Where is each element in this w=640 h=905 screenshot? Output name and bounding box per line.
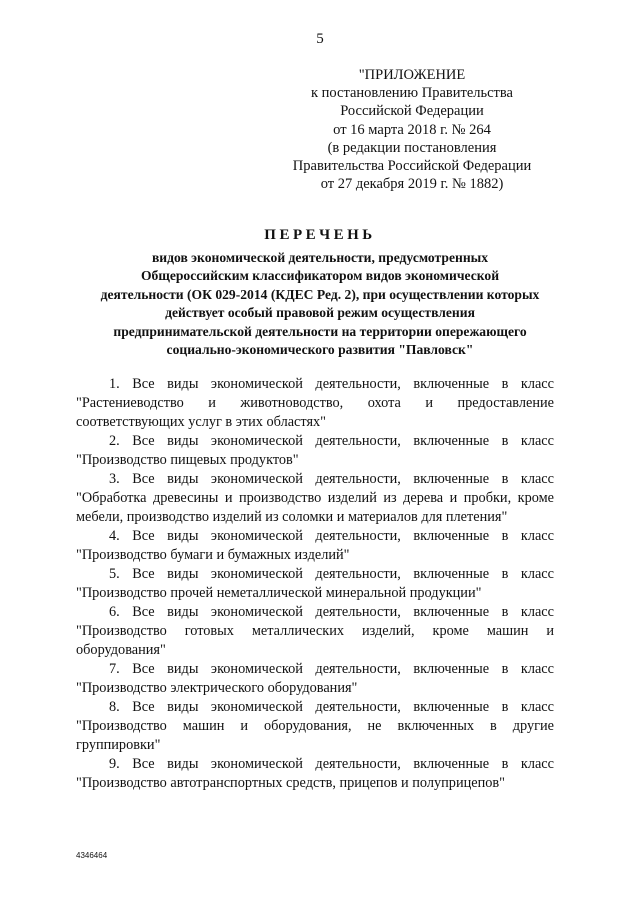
approval-line: (в редакции постановления	[327, 139, 497, 156]
list-item: 6. Все виды экономической деятельности, включенные в класс "Производство готовых металлических изделий, кроме машин и оборудования"	[76, 604, 554, 658]
page-number: 5	[316, 31, 324, 47]
list-item: 1. Все виды экономической деятельности, включенные в класс "Растениеводство и животноводство, охота и предоставление соответствующих услуг в этих областях"	[76, 376, 554, 430]
approval-line: к постановлению Правительства	[311, 85, 513, 102]
subtitle-line: предпринимательской деятельности на территории опережающего	[113, 323, 527, 339]
list-item: 4. Все виды экономической деятельности, включенные в класс "Производство бумаги и бумажных изделий"	[76, 528, 554, 563]
approval-line: от 16 марта 2018 г. № 264	[333, 121, 491, 138]
list-item: 7. Все виды экономической деятельности, включенные в класс "Производство электрического оборудования"	[76, 661, 554, 696]
approval-line: от 27 декабря 2019 г. № 1882)	[320, 176, 504, 193]
list-item: 5. Все виды экономической деятельности, включенные в класс "Производство прочей неметаллической минеральной продукции"	[76, 566, 554, 601]
subtitle-line: социально-экономического развития "Павловск"	[166, 342, 474, 358]
document-subtitle	[70, 249, 570, 359]
document-heading: ПЕРЕЧЕНЬ	[264, 227, 376, 243]
list-item: 9. Все виды экономической деятельности, включенные в класс "Производство автотранспортных средств, прицепов и полуприцепов"	[76, 756, 554, 791]
approval-line: Правительства Российской Федерации	[292, 158, 532, 175]
subtitle-line: действует особый правовой режим осуществления	[165, 305, 475, 321]
subtitle-line: видов экономической деятельности, предусмотренных	[151, 250, 489, 265]
subtitle-line: Общероссийским классификатором видов экономической	[140, 268, 500, 284]
document-code: 4346464	[76, 851, 108, 860]
subtitle-line: деятельности (ОК 029-2014 (КДЕС Ред. 2), при осуществлении которых	[100, 286, 540, 302]
activity-list	[76, 375, 554, 793]
approval-block	[262, 66, 562, 193]
list-item: 8. Все виды экономической деятельности, включенные в класс "Производство машин и оборудования, не включенных в другие группировки"	[76, 699, 554, 753]
list-item: 3. Все виды экономической деятельности, включенные в класс "Обработка древесины и производство изделий из дерева и пробки, кроме мебели, производство изделий из соломки и материалов для плетения"	[76, 471, 554, 525]
approval-line: "ПРИЛОЖЕНИЕ	[358, 67, 466, 83]
list-item: 2. Все виды экономической деятельности, включенные в класс "Производство пищевых продуктов"	[76, 433, 554, 468]
approval-line: Российской Федерации	[340, 103, 484, 120]
